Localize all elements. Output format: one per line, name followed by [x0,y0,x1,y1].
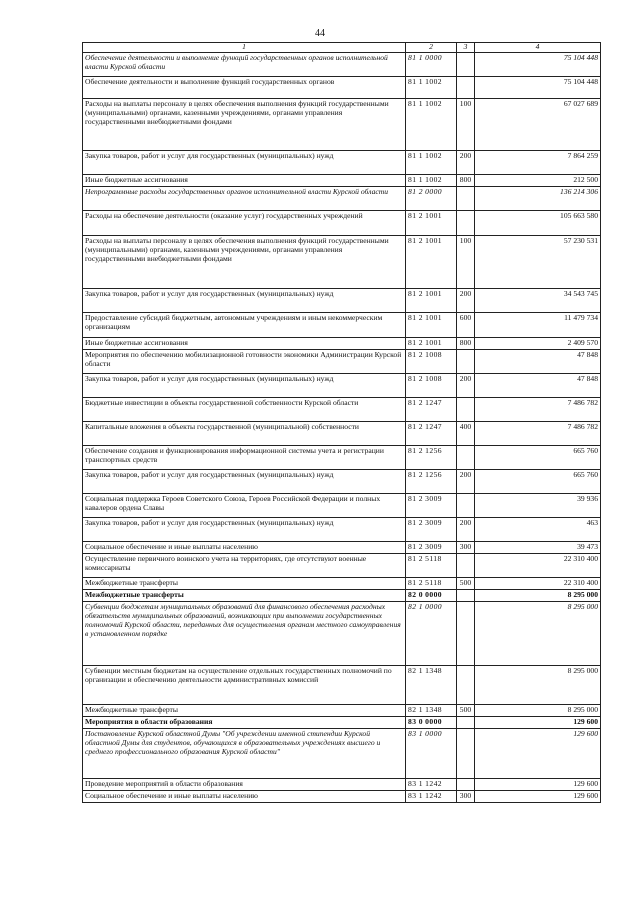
row-expense-type [457,666,475,705]
row-amount: 463 [475,518,601,542]
row-expense-type [457,590,475,602]
row-expense-type: 200 [457,470,475,494]
row-code: 82 1 0000 [406,602,457,666]
row-expense-type [457,602,475,666]
row-amount: 8 295 000 [475,666,601,705]
table-row [83,542,601,554]
row-amount: 8 295 000 [475,602,601,666]
row-name: Закупка товаров, работ и услуг для государственных (муниципальных) нужд [83,289,406,313]
table-row [83,602,601,666]
row-name: Закупка товаров, работ и услуг для государственных (муниципальных) нужд [83,151,406,175]
header-col-3: 3 [457,43,475,53]
row-name: Проведение мероприятий в области образования [83,779,406,791]
row-code: 81 2 1008 [406,374,457,398]
table-row [83,422,601,446]
row-name: Иные бюджетные ассигнования [83,338,406,350]
table-row [83,791,601,803]
row-amount: 8 295 000 [475,590,601,602]
row-name: Мероприятия в области образования [83,717,406,729]
row-amount: 22 310 400 [475,578,601,590]
row-code: 81 2 1001 [406,211,457,236]
row-name: Непрограммные расходы государственных органов исполнительной власти Курской области [83,187,406,211]
row-amount: 212 500 [475,175,601,187]
row-expense-type [457,187,475,211]
row-expense-type: 800 [457,338,475,350]
page-number: 44 [315,28,325,39]
row-name: Капитальные вложения в объекты государственной (муниципальной) собственности [83,422,406,446]
row-expense-type [457,211,475,236]
row-amount: 75 104 448 [475,77,601,99]
row-name: Расходы на выплаты персоналу в целях обеспечения выполнения функций государственными (муниципальными) органами, казенными учреждениями, органами управления государственными внебюджетными фондами [83,99,406,151]
row-code: 81 2 3009 [406,542,457,554]
row-amount: 39 473 [475,542,601,554]
table-row [83,398,601,422]
row-name: Расходы на обеспечение деятельности (оказание услуг) государственных учреждений [83,211,406,236]
row-expense-type [457,77,475,99]
table-row [83,705,601,717]
row-code: 83 0 0000 [406,717,457,729]
table-row [83,211,601,236]
row-name: Расходы на выплаты персоналу в целях обеспечения выполнения функций государственными (муниципальными) органами, казенными учреждениями, органами управления государственными внебюджетными фондами [83,236,406,289]
row-expense-type [457,779,475,791]
table-row [83,175,601,187]
row-name: Межбюджетные трансферты [83,590,406,602]
row-code: 83 1 1242 [406,779,457,791]
row-name: Постановление Курской областной Думы "Об учреждении именной стипендии Курской областной Думы для студентов, обучающихся в образовательных учреждениях высшего и среднего профессионального образования Курской области" [83,729,406,779]
row-amount: 47 848 [475,350,601,374]
row-expense-type: 500 [457,705,475,717]
row-name: Социальное обеспечение и иные выплаты населению [83,791,406,803]
table-row [83,494,601,518]
table-row [83,53,601,77]
row-code: 82 0 0000 [406,590,457,602]
row-code: 81 2 1247 [406,398,457,422]
row-amount: 665 760 [475,446,601,470]
row-amount: 8 295 000 [475,705,601,717]
row-amount: 75 104 448 [475,53,601,77]
table-row [83,779,601,791]
row-amount: 47 848 [475,374,601,398]
table-row [83,729,601,779]
row-code: 81 2 1256 [406,446,457,470]
row-expense-type: 200 [457,374,475,398]
row-expense-type: 100 [457,99,475,151]
table-body [83,53,601,803]
row-amount: 129 600 [475,791,601,803]
row-code: 81 2 0000 [406,187,457,211]
row-amount: 136 214 306 [475,187,601,211]
row-code: 81 2 1001 [406,289,457,313]
row-code: 81 2 1001 [406,236,457,289]
budget-table [82,42,601,803]
row-name: Социальная поддержка Героев Советского Союза, Героев Российской Федерации и полных кавалеров ордена Славы [83,494,406,518]
table-row [83,518,601,542]
row-name: Межбюджетные трансферты [83,705,406,717]
row-amount: 67 027 689 [475,99,601,151]
table-row [83,470,601,494]
row-expense-type: 500 [457,578,475,590]
table-row [83,666,601,705]
table-row [83,554,601,578]
row-expense-type: 600 [457,313,475,338]
row-expense-type: 300 [457,542,475,554]
row-name: Обеспечение деятельности и выполнение функций государственных органов исполнительной власти Курской области [83,53,406,77]
table-row [83,313,601,338]
row-expense-type [457,554,475,578]
row-name: Обеспечение создания и функционирования информационной системы учета и регистрации транспортных средств [83,446,406,470]
row-code: 81 1 1002 [406,175,457,187]
row-expense-type [457,729,475,779]
row-code: 82 1 1348 [406,705,457,717]
header-row [83,43,601,53]
row-expense-type: 200 [457,151,475,175]
table-row [83,446,601,470]
table-header [83,43,601,53]
row-expense-type [457,350,475,374]
row-expense-type: 200 [457,289,475,313]
row-name: Социальное обеспечение и иные выплаты населению [83,542,406,554]
row-code: 81 1 1002 [406,99,457,151]
table-row [83,289,601,313]
row-code: 81 1 1002 [406,77,457,99]
row-code: 81 2 3009 [406,518,457,542]
row-amount: 39 936 [475,494,601,518]
row-amount: 7 864 259 [475,151,601,175]
row-code: 81 2 3009 [406,494,457,518]
row-amount: 129 600 [475,779,601,791]
row-amount: 2 409 570 [475,338,601,350]
row-expense-type [457,53,475,77]
row-code: 81 2 1008 [406,350,457,374]
table-row [83,77,601,99]
row-code: 83 1 1242 [406,791,457,803]
row-name: Межбюджетные трансферты [83,578,406,590]
row-expense-type [457,446,475,470]
row-code: 81 2 5118 [406,554,457,578]
table-row [83,338,601,350]
row-name: Обеспечение деятельности и выполнение функций государственных органов [83,77,406,99]
row-amount: 22 310 400 [475,554,601,578]
row-expense-type: 300 [457,791,475,803]
row-amount: 129 600 [475,717,601,729]
row-expense-type [457,398,475,422]
row-name: Мероприятия по обеспечению мобилизационной готовности экономики Администрации Курской области [83,350,406,374]
row-code: 81 2 1001 [406,338,457,350]
row-name: Закупка товаров, работ и услуг для государственных (муниципальных) нужд [83,518,406,542]
table-row [83,187,601,211]
table-row [83,151,601,175]
row-name: Закупка товаров, работ и услуг для государственных (муниципальных) нужд [83,374,406,398]
row-amount: 129 600 [475,729,601,779]
row-expense-type: 200 [457,518,475,542]
row-amount: 105 663 580 [475,211,601,236]
row-name: Субвенции местным бюджетам на осуществление отдельных государственных полномочий по организации и обеспечению деятельности административных комиссий [83,666,406,705]
header-col-2: 2 [406,43,457,53]
header-col-4: 4 [475,43,601,53]
row-amount: 57 230 531 [475,236,601,289]
row-amount: 665 760 [475,470,601,494]
table-row [83,717,601,729]
row-amount: 34 543 745 [475,289,601,313]
header-col-1: 1 [83,43,406,53]
row-expense-type: 100 [457,236,475,289]
row-expense-type [457,717,475,729]
row-code: 81 1 1002 [406,151,457,175]
table-row [83,578,601,590]
row-name: Субвенции бюджетам муниципальных образований для финансового обеспечения расходных обязательств муниципальных образований, возникающих при выполнении государственных полномочий Курской области, переданных для осуществления органам местного самоуправления в установленном порядке [83,602,406,666]
row-amount: 11 479 734 [475,313,601,338]
row-name: Предоставление субсидий бюджетным, автономным учреждениям и иным некоммерческим организациям [83,313,406,338]
row-code: 81 2 1256 [406,470,457,494]
row-code: 81 2 1247 [406,422,457,446]
row-code: 81 1 0000 [406,53,457,77]
row-expense-type: 400 [457,422,475,446]
row-expense-type [457,494,475,518]
row-name: Осуществление первичного воинского учета на территориях, где отсутствуют военные комиссариаты [83,554,406,578]
row-name: Иные бюджетные ассигнования [83,175,406,187]
row-code: 83 1 0000 [406,729,457,779]
row-name: Бюджетные инвестиции в объекты государственной собственности Курской области [83,398,406,422]
row-code: 81 2 5118 [406,578,457,590]
row-amount: 7 486 782 [475,422,601,446]
row-name: Закупка товаров, работ и услуг для государственных (муниципальных) нужд [83,470,406,494]
row-code: 82 1 1348 [406,666,457,705]
row-expense-type: 800 [457,175,475,187]
table-row [83,590,601,602]
table-row [83,99,601,151]
table-row [83,374,601,398]
table-row [83,236,601,289]
table-row [83,350,601,374]
row-code: 81 2 1001 [406,313,457,338]
row-amount: 7 486 782 [475,398,601,422]
